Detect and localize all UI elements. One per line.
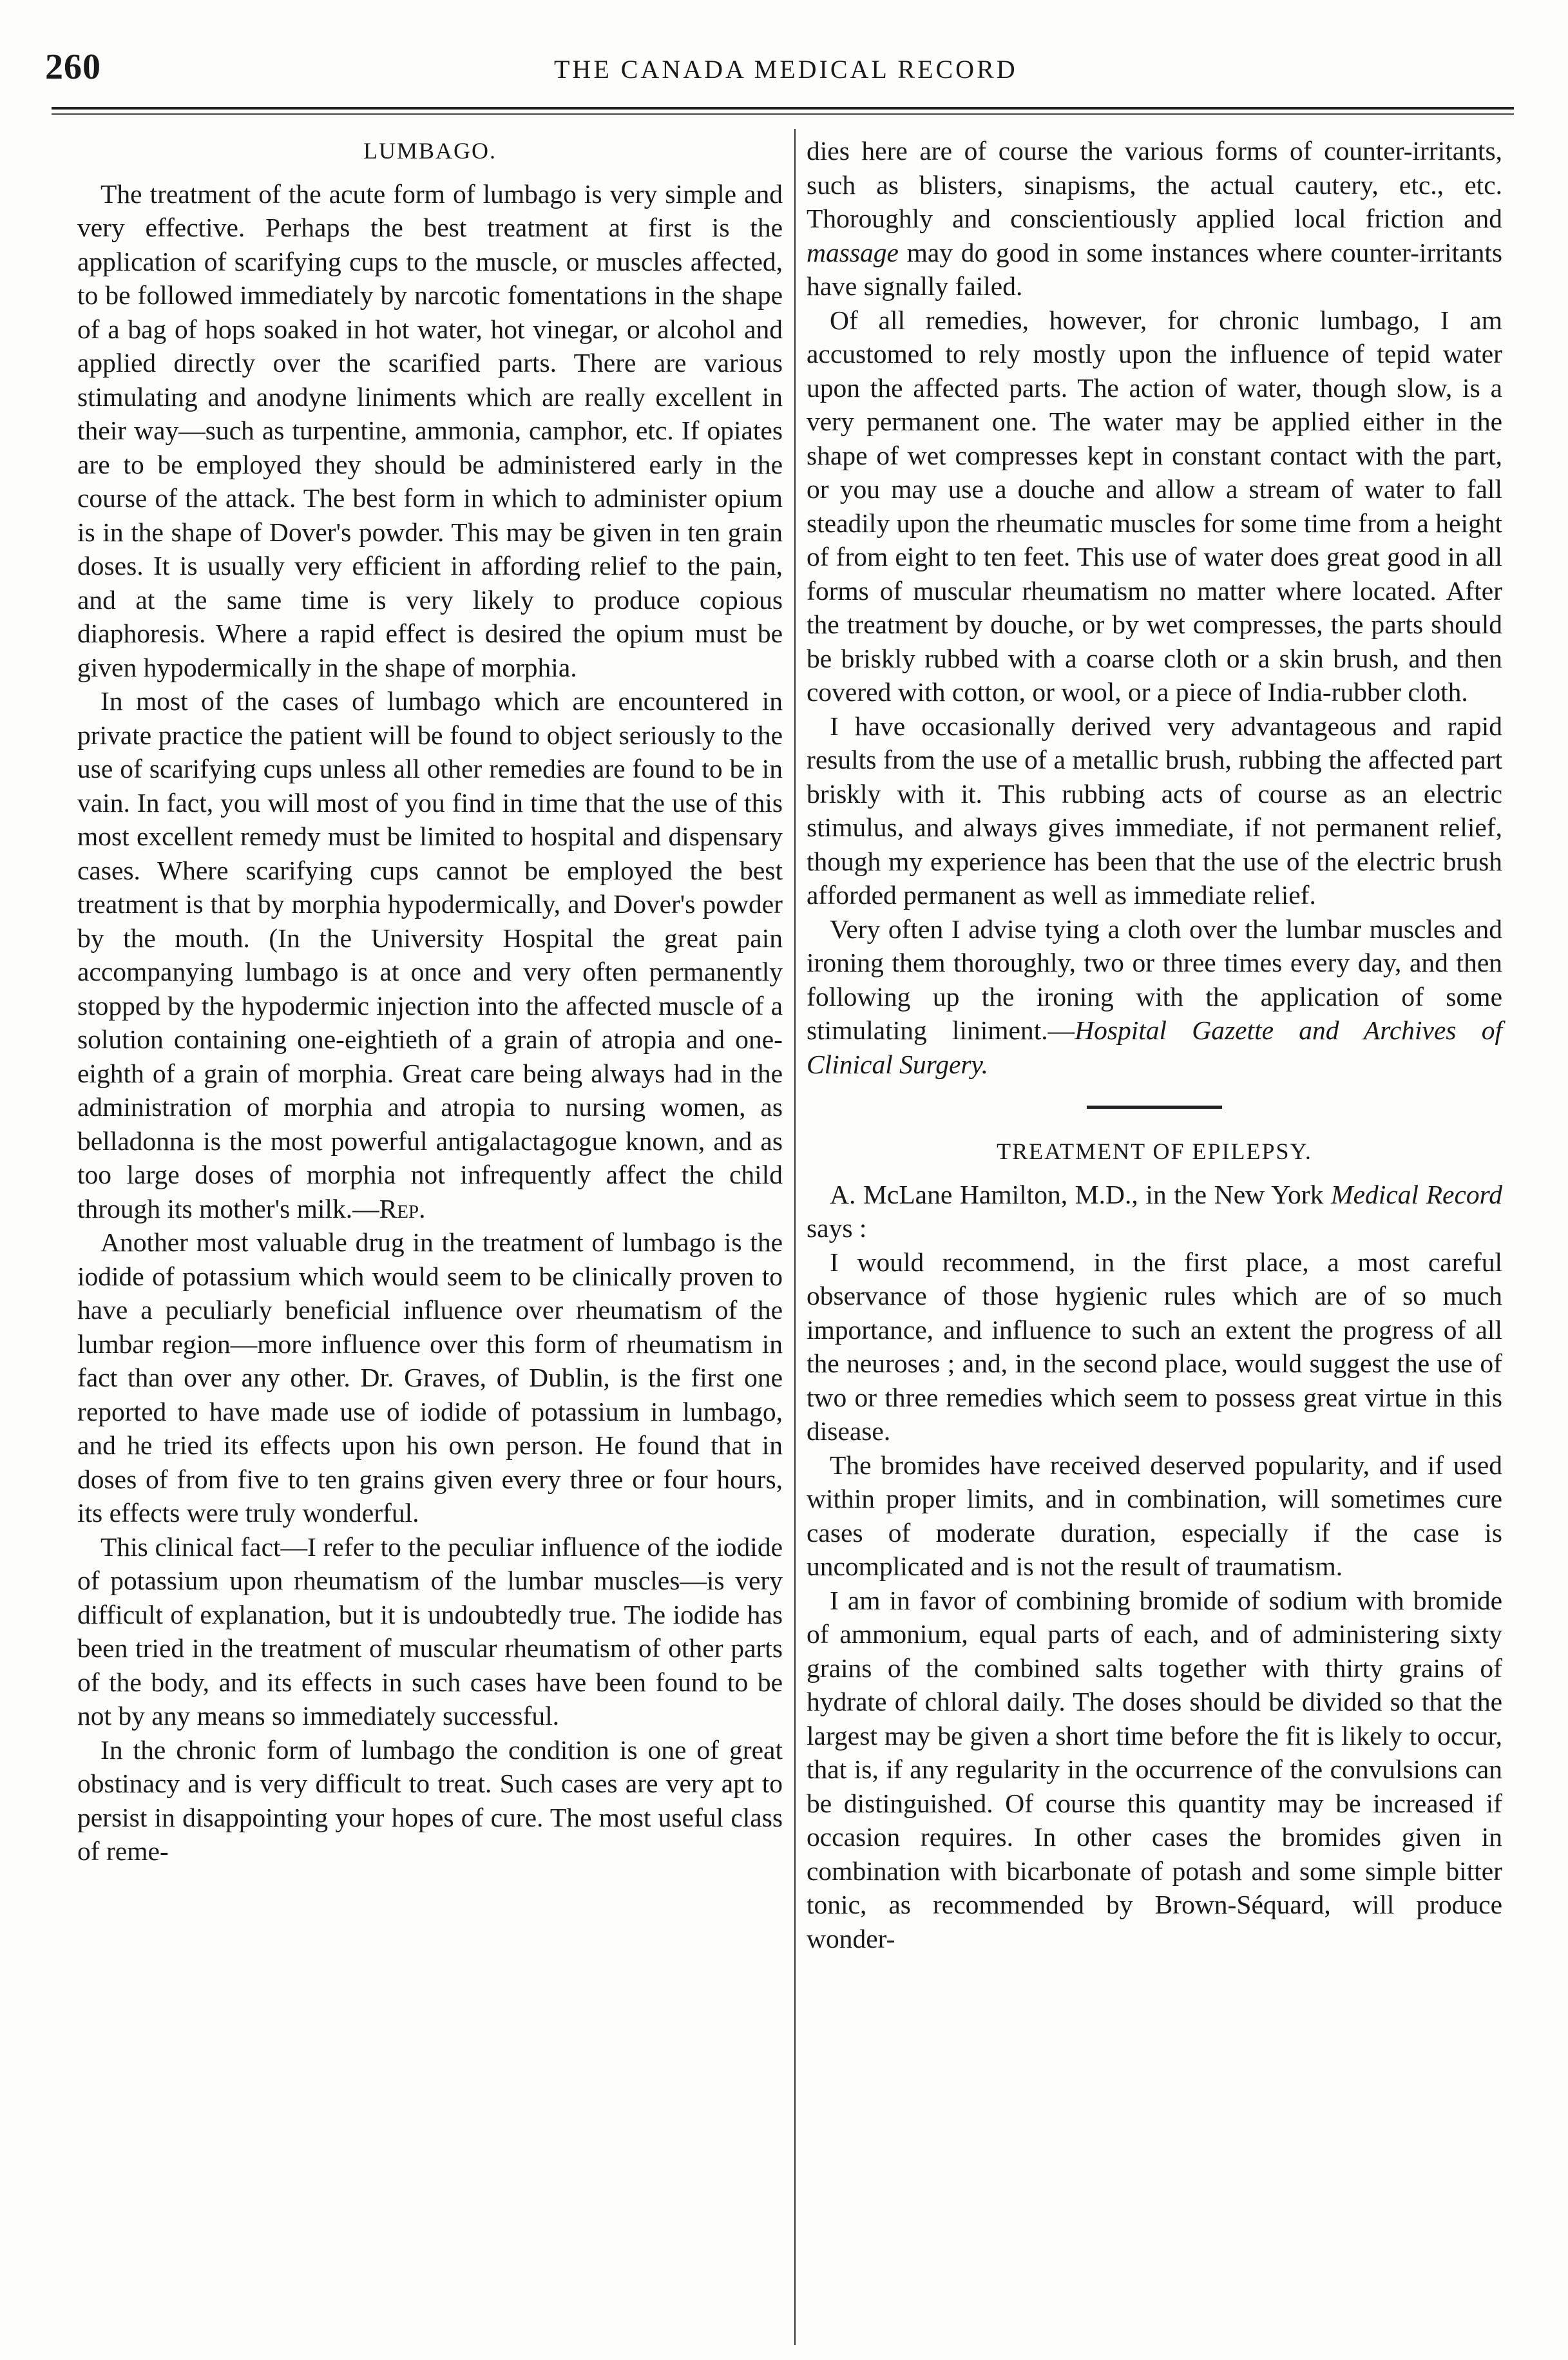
paragraph: In the chronic form of lumbago the condition is one of great obstinacy and is very difficult to treat. Such cases are very apt to persist in disappointing your hopes of cure. The most useful class of reme- [77,1734,783,1866]
paragraph: The treatment of the acute form of lumbago is very simple and very effective. Perhaps the best treatment at first is the application of scarifying cups to the muscle, or muscles affected, to be followed immediately by narcotic fomentations in the shape of a bag of hops soaked in hot water, hot vinegar, or alcohol and applied directly over the scarified parts. There are various stimulating and anodyne liniments which are really excellent in their way—such as turpentine, ammonia, camphor, etc. If opiates are to be employed they should be administered early in the course of the attack. The best form in which to administer opium is in the shape of Dover's powder. This may be given in ten grain doses. It is usually very efficient in affording relief to the pain, and at the same time is very likely to produce copious diaphoresis. Where a rapid effect is desired the opium must be given hypodermically in the shape of morphia. [77,178,783,682]
paragraph [807,912,1502,1082]
rep-marker: Rep. [379,1193,426,1223]
paragraph-text: Very often I advise tying a cloth over the lumbar muscles and ironing them thoroughly, two or three times every day, and then following up the ironing with the application of some stimulating liniment.— [807,914,1502,1045]
intro-author: A. McLane Hamilton, M.D., in the New York [830,1179,1324,1209]
paragraph: Of all remedies, however, for chronic lumbago, I am accustomed to rely mostly upon the influence of tepid water upon the affected parts. The action of water, though slow, is a very permanent one. The water may be applied either in the shape of wet compresses kept in constant contact with the part, or you may use a douche and allow a stream of water to fall steadily upon the rheumatic muscles for some time from a height of from eight to ten feet. This use of water does great good in all forms of muscular rheumatism no matter where located. After the treatment by douche, or by wet compresses, the parts should be briskly rubbed with a coarse cloth or a skin brush, and then covered with cotton, or wool, or a piece of India-rubber cloth. [807,305,1502,707]
paragraph-text: may do good in some instances where counter-irritants have signally failed. [807,237,1502,301]
section-heading-lumbago: LUMBAGO. [363,138,497,164]
intro-says: says : [807,1213,867,1243]
paragraph: I have occasionally derived very advantageous and rapid results from the use of a metallic brush, rubbing the affected part briskly with it. This rubbing acts of course as an electric stimulus, and always gives immediate, if not permanent relief, though my experience has been that the use of the electric brush afforded permanent as well as immediate relief. [807,711,1502,910]
left-column [77,134,783,1868]
page-number: 260 [45,47,101,87]
paragraph [77,684,783,1225]
section-heading-epilepsy: TREATMENT OF EPILEPSY. [997,1138,1312,1164]
paragraph: I would recommend, in the first place, a most careful observance of those hygienic rules which are of so much importance, and influence to such an extent the progress of all the neuroses ; and, in the second place, would suggest the use of two or three remedies which seem to possess great virtue in this disease. [807,1247,1502,1446]
paragraph: Another most valuable drug in the treatment of lumbago is the iodide of potassium which would seem to be clinically proven to have a peculiarly beneficial influence over rheumatism of the lumbar region—more influence over this form of rheumatism in fact than over any other. Dr. Graves, of Dublin, is the first one reported to have made use of iodide of potassium in lumbago, and he tried its effects upon his own person. He found that in doses of from five to ten grains given every three or four hours, its effects were truly wonderful. [77,1227,783,1528]
paragraph-text: dies here are of course the various forms of counter-irritants, such as blisters, sinapisms, the actual cautery, etc., etc. Thoroughly and conscientiously applied local friction and [807,136,1502,233]
running-title: THE CANADA MEDICAL RECORD [554,55,1018,84]
column-divider [794,129,796,2345]
emphasis-massage: massage [807,237,899,267]
paragraph: The bromides have received deserved popularity, and if used within proper limits, and in combination, will sometimes cure cases of moderate duration, especially if the case is uncomplicated and is not the result of traumatism. [807,1450,1502,1581]
page-header [45,46,1527,98]
section-separator [1087,1106,1222,1109]
paragraph: I am in favor of combining bromide of sodium with bromide of ammonium, equal parts of each, and of administering sixty grains of the combined salts together with thirty grains of hydrate of chloral daily. The doses should be divided so that the largest may be given a short time before the fit is likely to occur, that is, if any regularity in the occurrence of the convulsions can be distinguished. Of course this quantity may be increased if occasion requires. In other cases the bromides given in combination with bicarbonate of potash and some simple bitter tonic, as recommended by Brown-Séquard, will produce wonder- [807,1585,1502,1953]
source-citation: Hospital Gazette and Archives of Clinical Surgery. [807,1015,1502,1079]
header-rule-thin [52,113,1514,115]
paragraph: This clinical fact—I refer to the peculiar influence of the iodide of potassium upon rheumatism of the lumbar muscles—is very difficult of explanation, but it is undoubtedly true. The iodide has been tried in the treatment of muscular rheumatism of other parts of the body, and its effects in such cases have been found to be not by any means so immediately successful. [77,1531,783,1731]
paragraph [807,134,1502,303]
header-rule [52,107,1514,110]
paragraph [807,1178,1502,1245]
right-column [807,134,1502,1955]
intro-journal: Medical Record [1331,1179,1502,1209]
paragraph-text: In most of the cases of lumbago which are encountered in private practice the patient will be found to object seriously to the use of scarifying cups unless all other remedies are found to be in vain. In fact, you will most of you find in time that the use of this most excellent remedy must be limited to hospital and dispensary cases. Where scarifying cups cannot be employed the best treatment is that by morphia hypodermically, and Dover's powder by the mouth. (In the University Hospital the great pain accompanying lumbago is at once and very often permanently stopped by the hypodermic injection into the affected muscle of a solution containing one-eightieth of a grain of atropia and one-eighth of a grain of morphia. Great care being always had in the administration of morphia and atropia to nursing women, as belladonna is the most powerful antigalactagogue known, and as too large doses of morphia not infrequently affect the child through its mother's milk.— [77,686,783,1223]
